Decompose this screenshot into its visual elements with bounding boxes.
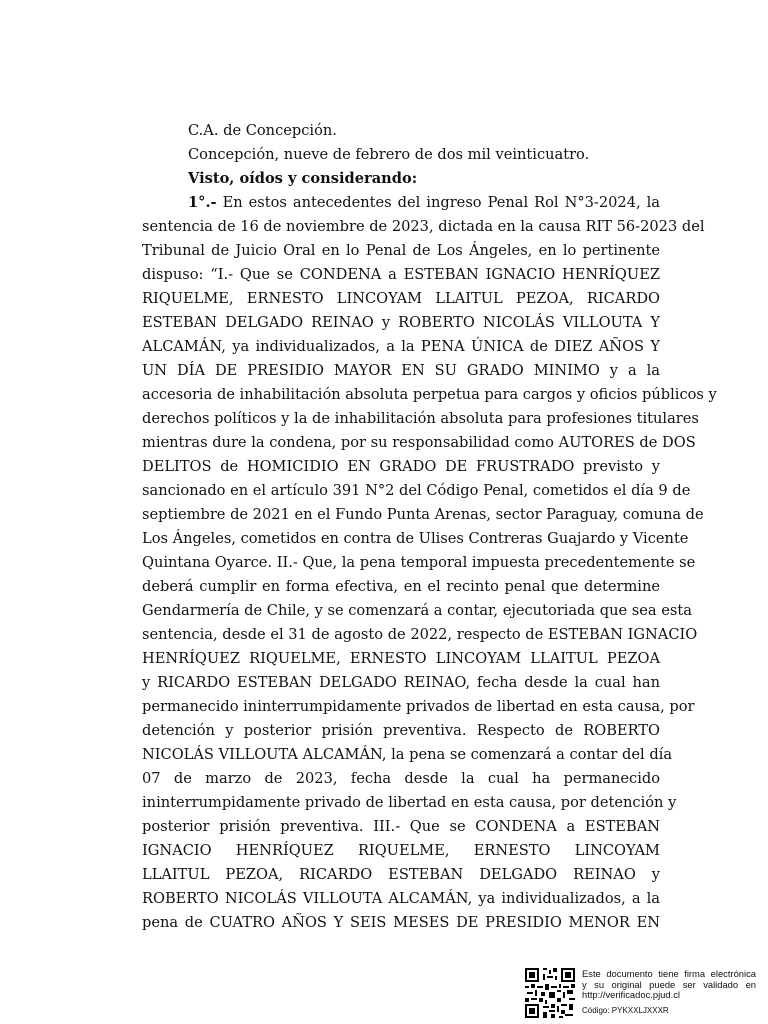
paragraph-line: Los Ángeles, cometidos en contra de Ulises Contreras Guajardo y Vicente: [142, 530, 689, 547]
paragraph-line: sentencia, desde el 31 de agosto de 2022, respecto de ESTEBAN IGNACIO: [142, 626, 698, 643]
paragraph-line: posterior prisión preventiva. III.- Que se CONDENA a ESTEBAN: [142, 818, 660, 835]
signature-notice: [582, 969, 756, 1001]
paragraph-line: 07 de marzo de 2023, fecha desde la cual ha permanecido: [142, 770, 660, 787]
verification-link[interactable]: http://verificadoc.pjud.cl: [582, 989, 680, 1000]
document-body: [142, 119, 717, 935]
paragraph-line: IGNACIO HENRÍQUEZ RIQUELME, ERNESTO LINCOYAM: [142, 842, 660, 859]
electronic-signature-footer: [525, 968, 757, 1018]
qr-code-icon: [525, 968, 575, 1018]
paragraph-line: ESTEBAN DELGADO REINAO y ROBERTO NICOLÁS VILLOUTA Y: [142, 314, 660, 331]
paragraph-line: Quintana Oyarce. II.- Que, la pena temporal impuesta precedentemente se: [142, 554, 696, 571]
paragraph-line: DELITOS de HOMICIDIO EN GRADO DE FRUSTRADO previsto y: [142, 458, 660, 475]
date-line: Concepción, nueve de febrero de dos mil veinticuatro.: [188, 146, 590, 163]
paragraph-line: Tribunal de Juicio Oral en lo Penal de Los Ángeles, en lo pertinente: [142, 242, 660, 259]
paragraph-line: deberá cumplir en forma efectiva, en el recinto penal que determine: [142, 578, 660, 595]
paragraph-line: mientras dure la condena, por su responsabilidad como AUTORES de DOS: [142, 434, 696, 451]
signature-line: y su original puede ser validado en: [582, 978, 756, 990]
paragraph-1: [142, 191, 717, 935]
paragraph-line: Gendarmería de Chile, y se comenzará a contar, ejecutoriada que sea esta: [142, 602, 692, 619]
paragraph-line: sentencia de 16 de noviembre de 2023, dictada en la causa RIT 56-2023 del: [142, 218, 705, 235]
paragraph-line: ALCAMÁN, ya individualizados, a la PENA ÚNICA de DIEZ AÑOS Y: [142, 338, 660, 355]
paragraph-line: derechos políticos y la de inhabilitación absoluta para profesiones titulares: [142, 410, 699, 427]
paragraph-number: 1°.-: [188, 194, 217, 211]
paragraph-line: NICOLÁS VILLOUTA ALCAMÁN, la pena se comenzará a contar del día: [142, 746, 673, 763]
paragraph-line: 1°.- En estos antecedentes del ingreso Penal Rol N°3-2024, la: [188, 194, 660, 211]
paragraph-line: LLAITUL PEZOA, RICARDO ESTEBAN DELGADO REINAO y: [142, 866, 660, 883]
paragraph-line: ininterrumpidamente privado de libertad en esta causa, por detención y: [142, 794, 677, 811]
paragraph-line: ROBERTO NICOLÁS VILLOUTA ALCAMÁN, ya individualizados, a la: [142, 890, 660, 907]
paragraph-line: UN DÍA DE PRESIDIO MAYOR EN SU GRADO MINIMO y a la: [142, 362, 660, 379]
paragraph-line: pena de CUATRO AÑOS Y SEIS MESES DE PRESIDIO MENOR EN: [142, 914, 660, 931]
paragraph-line: dispuso: “I.- Que se CONDENA a ESTEBAN IGNACIO HENRÍQUEZ: [142, 266, 660, 283]
court-heading: C.A. de Concepción.: [188, 122, 337, 139]
signature-line: Este documento tiene firma electrónica: [582, 968, 756, 979]
paragraph-line: RIQUELME, ERNESTO LINCOYAM LLAITUL PEZOA, RICARDO: [142, 290, 660, 307]
paragraph-line: HENRÍQUEZ RIQUELME, ERNESTO LINCOYAM LLAITUL PEZOA: [142, 650, 660, 667]
paragraph-line: detención y posterior prisión preventiva. Respecto de ROBERTO: [142, 722, 660, 739]
intro-heading: Visto, oídos y considerando:: [188, 170, 418, 187]
verification-code: Código: PYKXXLJXXXR: [582, 1006, 669, 1015]
paragraph-line: y RICARDO ESTEBAN DELGADO REINAO, fecha desde la cual han: [142, 674, 660, 691]
paragraph-line: permanecido ininterrumpidamente privados de libertad en esta causa, por: [142, 698, 695, 715]
paragraph-line: sancionado en el artículo 391 N°2 del Código Penal, cometidos el día 9 de: [142, 482, 691, 499]
paragraph-line: septiembre de 2021 en el Fundo Punta Arenas, sector Paraguay, comuna de: [142, 506, 704, 523]
paragraph-line: accesoria de inhabilitación absoluta perpetua para cargos y oficios públicos y: [142, 386, 717, 403]
